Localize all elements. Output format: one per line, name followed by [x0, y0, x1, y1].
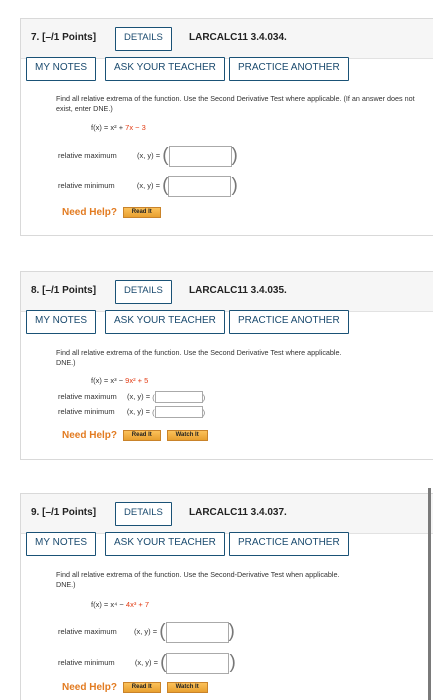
question-header	[21, 272, 433, 312]
need-help-label: Need Help?	[62, 207, 118, 219]
question-code: LARCALC11 3.4.037.	[189, 507, 287, 518]
ask-teacher-button[interactable]: ASK YOUR TEACHER	[105, 532, 225, 556]
relative-maximum-input[interactable]	[166, 622, 229, 643]
xy-label: (x, y) =	[133, 626, 158, 636]
relative-minimum-input[interactable]	[166, 653, 229, 674]
question-code: LARCALC11 3.4.035.	[189, 285, 287, 296]
details-button[interactable]: DETAILS	[115, 502, 172, 526]
relative-minimum-row: relative minimum (x, y) = ( )	[58, 406, 206, 417]
relative-maximum-row: relative maximum (x, y) = ( )	[58, 145, 238, 166]
relative-minimum-label: relative minimum	[58, 657, 115, 667]
relative-minimum-row: relative minimum (x, y) = ( )	[58, 175, 238, 196]
relative-minimum-input[interactable]	[168, 176, 231, 197]
need-help	[62, 682, 208, 693]
question-header	[21, 19, 433, 59]
practice-another-button[interactable]: PRACTICE ANOTHER	[229, 57, 349, 81]
need-help-label: Need Help?	[62, 682, 118, 694]
function-expression: f(x) = x² + 7x − 3	[91, 123, 146, 132]
question-7	[20, 18, 433, 236]
read-it-button[interactable]: Read It	[123, 430, 161, 441]
question-prompt-continued: DNE.)	[56, 580, 76, 589]
relative-maximum-input[interactable]	[169, 146, 232, 167]
ask-teacher-button[interactable]: ASK YOUR TEACHER	[105, 310, 225, 334]
my-notes-button[interactable]: MY NOTES	[26, 57, 96, 81]
relative-maximum-row: relative maximum (x, y) = ( )	[58, 621, 235, 642]
relative-minimum-label: relative minimum	[58, 406, 115, 416]
question-prompt: Find all relative extrema of the function. Use the Second Derivative Test where applicable. (If an answer does not exist, enter DNE.)	[56, 94, 415, 113]
relative-maximum-row: relative maximum (x, y) = ( )	[58, 391, 206, 402]
read-it-button[interactable]: Read It	[123, 207, 161, 218]
relative-maximum-label: relative maximum	[58, 150, 117, 160]
watch-it-button[interactable]: Watch It	[167, 682, 208, 693]
my-notes-button[interactable]: MY NOTES	[26, 310, 96, 334]
details-button[interactable]: DETAILS	[115, 27, 172, 51]
details-button[interactable]: DETAILS	[115, 280, 172, 304]
practice-another-button[interactable]: PRACTICE ANOTHER	[229, 310, 349, 334]
need-help-label: Need Help?	[62, 430, 118, 442]
relative-minimum-label: relative minimum	[58, 180, 115, 190]
need-help	[62, 430, 208, 441]
function-expression: f(x) = x⁴ − 4x³ + 7	[91, 600, 150, 609]
xy-label: (x, y) =	[136, 180, 161, 190]
question-title: 8. [–/1 Points]	[31, 285, 97, 296]
xy-label: (x, y) =	[134, 657, 159, 667]
ask-teacher-button[interactable]: ASK YOUR TEACHER	[105, 57, 225, 81]
relative-maximum-input[interactable]	[155, 391, 203, 403]
scrollbar[interactable]	[428, 488, 431, 700]
question-title: 7. [–/1 Points]	[31, 32, 97, 43]
read-it-button[interactable]: Read It	[123, 682, 161, 693]
watch-it-button[interactable]: Watch It	[167, 430, 208, 441]
question-prompt-continued: DNE.)	[56, 358, 76, 367]
question-9	[20, 493, 433, 700]
question-title: 9. [–/1 Points]	[31, 507, 97, 518]
relative-maximum-label: relative maximum	[58, 626, 117, 636]
question-header	[21, 494, 433, 534]
question-code: LARCALC11 3.4.034.	[189, 32, 287, 43]
question-prompt: Find all relative extrema of the function. Use the Second Derivative Test where applicable.	[56, 348, 342, 357]
xy-label: (x, y) =	[126, 391, 151, 401]
my-notes-button[interactable]: MY NOTES	[26, 532, 96, 556]
relative-minimum-input[interactable]	[155, 406, 203, 418]
relative-maximum-label: relative maximum	[58, 391, 117, 401]
relative-minimum-row: relative minimum (x, y) = ( )	[58, 652, 236, 673]
need-help	[62, 207, 161, 218]
function-expression: f(x) = x³ − 9x² + 5	[91, 376, 149, 385]
practice-another-button[interactable]: PRACTICE ANOTHER	[229, 532, 349, 556]
xy-label: (x, y) =	[136, 150, 161, 160]
question-prompt: Find all relative extrema of the function. Use the Second-Derivative Test when applicable.	[56, 570, 340, 579]
question-8	[20, 271, 433, 460]
xy-label: (x, y) =	[126, 406, 151, 416]
